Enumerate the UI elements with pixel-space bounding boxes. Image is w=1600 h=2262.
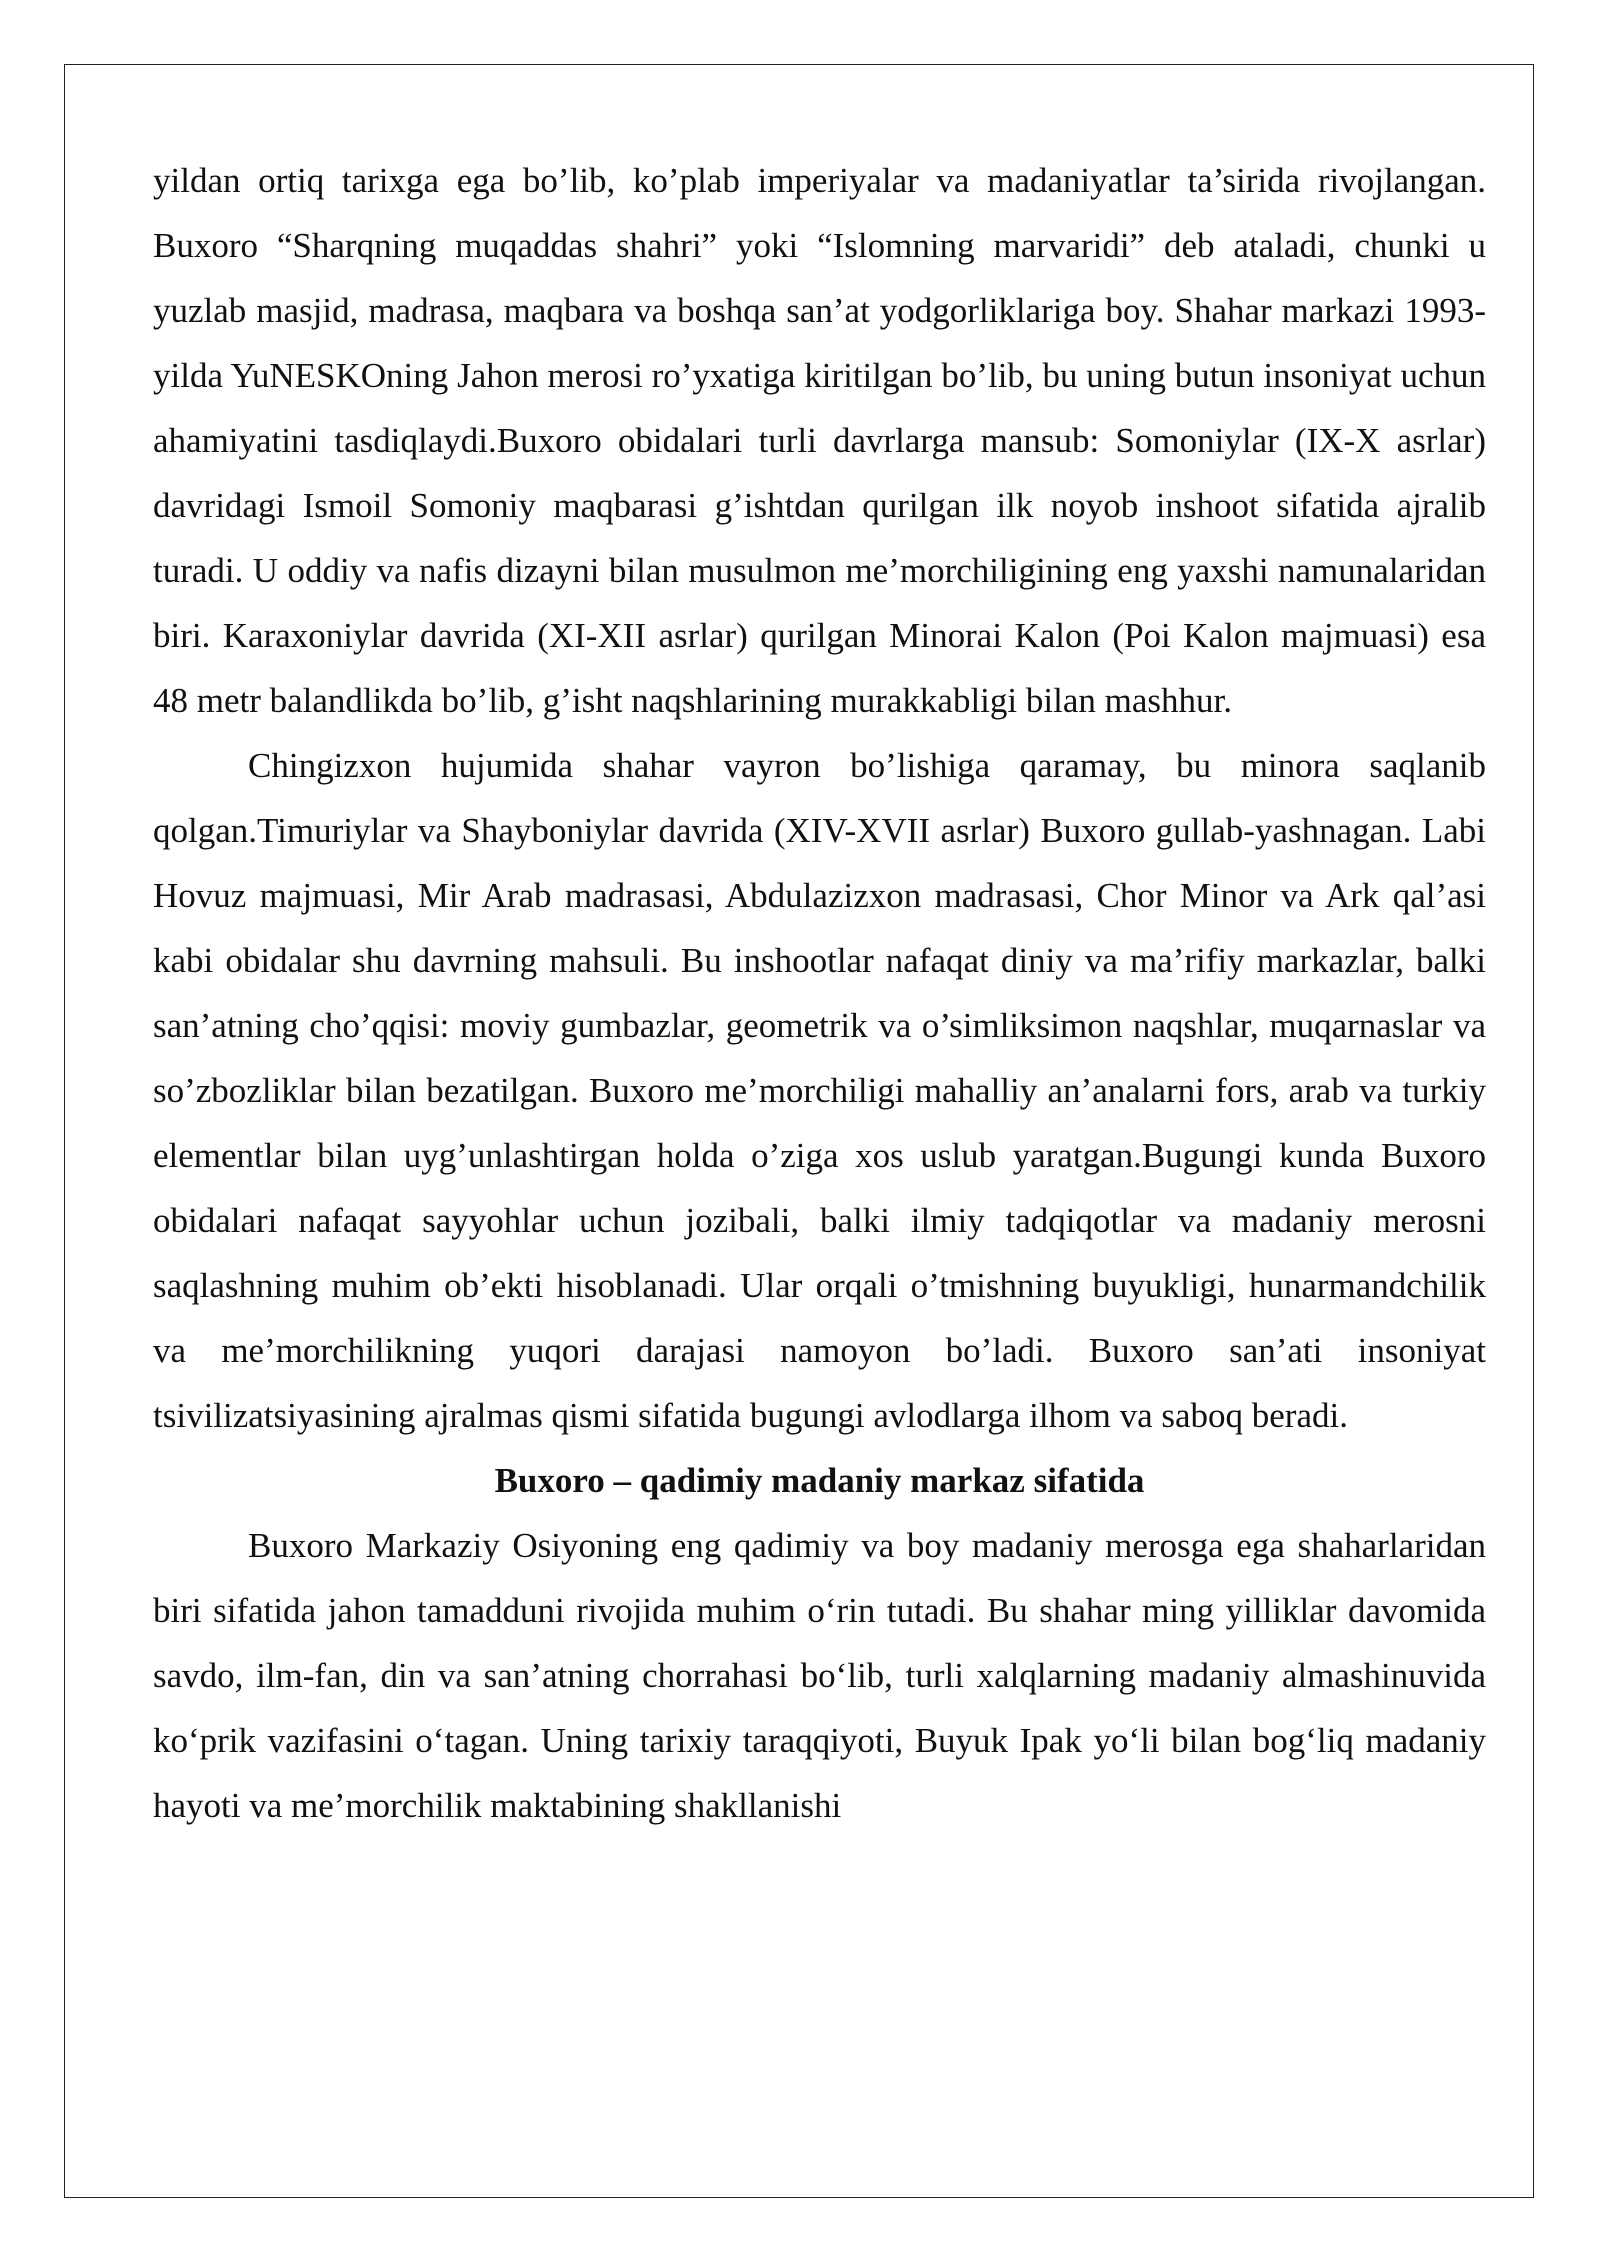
document-body bbox=[153, 148, 1486, 1838]
paragraph-continued: yildan ortiq tarixga ega bo’lib, ko’plab imperiyalar va madaniyatlar ta’sirida rivojlangan. Buxoro “Sharqning muqaddas shahri” yoki “Islomning marvaridi” deb ataladi, chunki u yuzlab masjid, madrasa, maqbara va boshqa san’at yodgorliklariga boy. Shahar markazi 1993-yilda YuNESKOning Jahon merosi ro’yxatiga kiritilgan bo’lib, bu uning butun insoniyat uchun ahamiyatini tasdiqlaydi.Buxoro obidalari turli davrlarga mansub: Somoniylar (IX-X asrlar) davridagi Ismoil Somoniy maqbarasi g’ishtdan qurilgan ilk noyob inshoot sifatida ajralib turadi. U oddiy va nafis dizayni bilan musulmon me’morchiligining eng yaxshi namunalaridan biri. Karaxoniylar davrida (XI-XII asrlar) qurilgan Minorai Kalon (Poi Kalon majmuasi) esa 48 metr balandlikda bo’lib, g’isht naqshlarining murakkabligi bilan mashhur. bbox=[153, 161, 1486, 720]
section-heading: Buxoro – qadimiy madaniy markaz sifatida bbox=[494, 1461, 1145, 1500]
section-paragraph: Buxoro Markaziy Osiyoning eng qadimiy va boy madaniy merosga ega shaharlaridan biri sifatida jahon tamadduni rivojida muhim o‘rin tutadi. Bu shahar ming yilliklar davomida savdo, ilm-fan, din va san’atning chorrahasi bo‘lib, turli xalqlarning madaniy almashinuvida ko‘prik vazifasini o‘tagan. Uning tarixiy taraqqiyoti, Buyuk Ipak yo‘li bilan bog‘liq madaniy hayoti va me’morchilik maktabining shakllanishi bbox=[153, 1526, 1486, 1825]
paragraph: Chingizxon hujumida shahar vayron bo’lishiga qaramay, bu minora saqlanib qolgan.Timuriylar va Shayboniylar davrida (XIV-XVII asrlar) Buxoro gullab-yashnagan. Labi Hovuz majmuasi, Mir Arab madrasasi, Abdulazizxon madrasasi, Chor Minor va Ark qal’asi kabi obidalar shu davrning mahsuli. Bu inshootlar nafaqat diniy va ma’rifiy markazlar, balki san’atning cho’qqisi: moviy gumbazlar, geometrik va o’simliksimon naqshlar, muqarnaslar va so’zbozliklar bilan bezatilgan. Buxoro me’morchiligi mahalliy an’analarni fors, arab va turkiy elementlar bilan uyg’unlashtirgan holda o’ziga xos uslub yaratgan.Bugungi kunda Buxoro obidalari nafaqat sayyohlar uchun jozibali, balki ilmiy tadqiqotlar va madaniy merosni saqlashning muhim ob’ekti hisoblanadi. Ular orqali o’tmishning buyukligi, hunarmandchilik va me’morchilikning yuqori darajasi namoyon bo’ladi. Buxoro san’ati insoniyat tsivilizatsiyasining ajralmas qismi sifatida bugungi avlodlarga ilhom va saboq beradi. bbox=[153, 746, 1486, 1435]
